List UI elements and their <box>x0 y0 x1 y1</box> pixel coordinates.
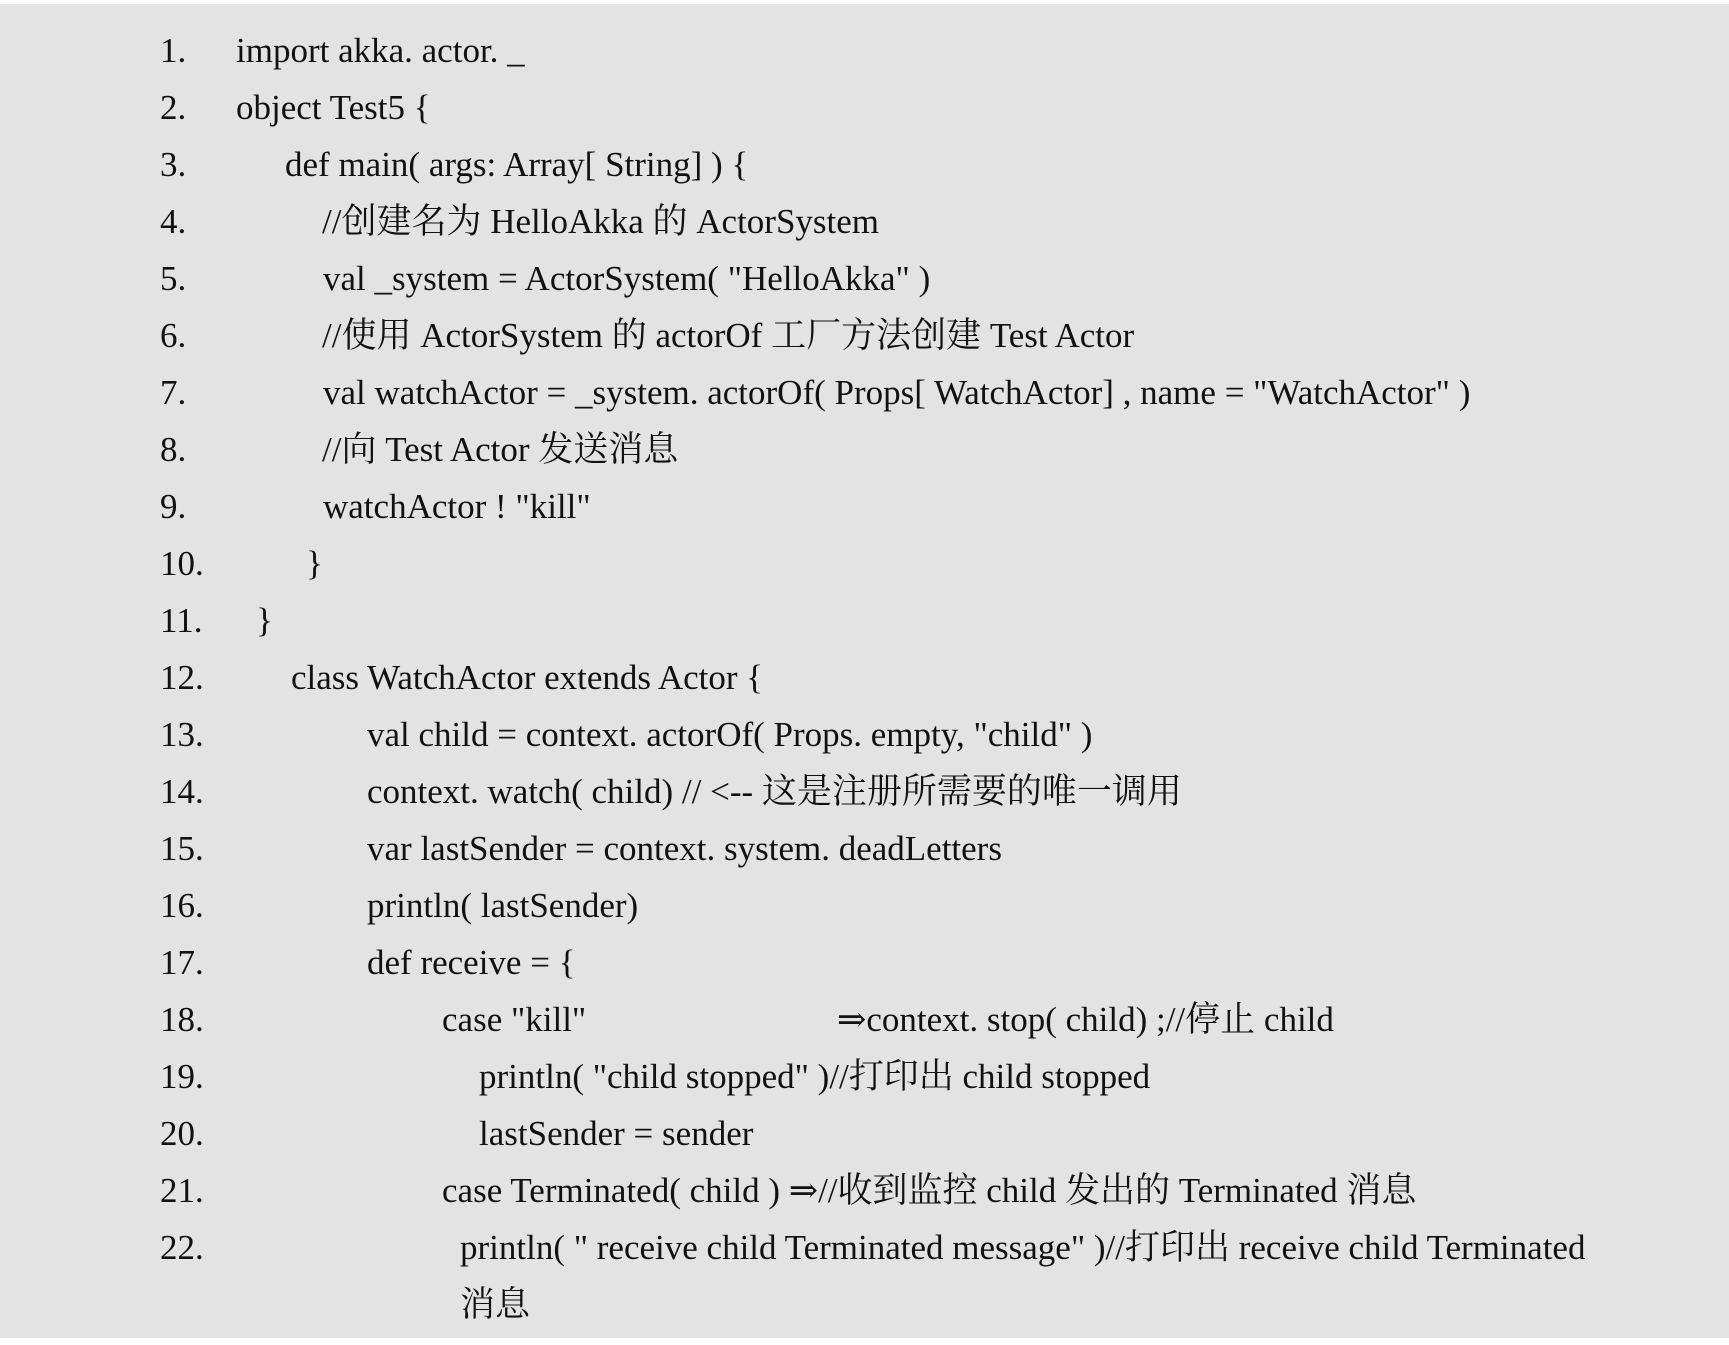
code-text: def receive = { <box>367 943 576 982</box>
code-line <box>0 140 1729 190</box>
code-line <box>0 1109 1729 1159</box>
code-brace: } <box>256 601 273 640</box>
code-text: val _system = ActorSystem( "HelloAkka" ) <box>323 259 931 298</box>
line-number: 14. <box>160 772 204 811</box>
line-number: 18. <box>160 1000 204 1039</box>
code-text: var lastSender = context. system. deadLetters <box>367 829 1002 868</box>
code-text: context. watch( child) // <-- 这是注册所需要的唯一调用 <box>367 772 1182 811</box>
code-line <box>0 881 1729 931</box>
code-text: println( " receive child Terminated message" )//打印出 receive child Terminated <box>460 1228 1586 1267</box>
code-line <box>0 254 1729 304</box>
code-text: class WatchActor extends Actor { <box>291 658 764 697</box>
line-number: 13. <box>160 715 204 754</box>
code-text-right: ⇒context. stop( child) ;//停止 child <box>837 1000 1334 1039</box>
line-number: 22. <box>160 1228 204 1267</box>
code-text: import akka. actor. _ <box>236 31 525 70</box>
code-line <box>0 938 1729 988</box>
line-number: 9. <box>160 487 187 526</box>
code-line <box>0 539 1729 589</box>
code-line <box>0 425 1729 475</box>
code-line <box>0 710 1729 760</box>
line-number: 21. <box>160 1171 204 1210</box>
code-text: println( "child stopped" )//打印出 child stopped <box>479 1057 1151 1096</box>
code-line <box>0 197 1729 247</box>
code-line <box>0 1052 1729 1102</box>
line-number: 5. <box>160 259 187 298</box>
code-listing <box>0 4 1729 1338</box>
code-line-wrap <box>0 1280 1729 1330</box>
code-text-continuation: 消息 <box>460 1285 531 1324</box>
code-brace: } <box>306 544 323 583</box>
code-line <box>0 482 1729 532</box>
code-line <box>0 995 1729 1045</box>
code-text: watchActor ! "kill" <box>323 487 591 526</box>
code-line <box>0 1223 1729 1273</box>
code-line <box>0 311 1729 361</box>
line-number: 1. <box>160 31 187 70</box>
code-line <box>0 26 1729 76</box>
line-number: 12. <box>160 658 204 697</box>
code-text: lastSender = sender <box>479 1114 754 1153</box>
code-line <box>0 1166 1729 1216</box>
code-comment: //使用 ActorSystem 的 actorOf 工厂方法创建 Test Actor <box>322 316 1135 355</box>
code-line <box>0 824 1729 874</box>
line-number: 7. <box>160 373 187 412</box>
line-number: 10. <box>160 544 204 583</box>
line-number: 8. <box>160 430 187 469</box>
line-number: 19. <box>160 1057 204 1096</box>
line-number: 16. <box>160 886 204 925</box>
code-text: case "kill" <box>442 1000 587 1039</box>
line-number: 17. <box>160 943 204 982</box>
code-text: case Terminated( child ) ⇒//收到监控 child 发出的 Terminated 消息 <box>442 1171 1417 1210</box>
code-comment: //创建名为 HelloAkka 的 ActorSystem <box>322 202 880 241</box>
code-comment: //向 Test Actor 发送消息 <box>322 430 679 469</box>
code-line <box>0 83 1729 133</box>
line-number: 2. <box>160 88 187 127</box>
line-number: 6. <box>160 316 187 355</box>
line-number: 20. <box>160 1114 204 1153</box>
code-text: val child = context. actorOf( Props. empty, "child" ) <box>367 715 1093 754</box>
code-line <box>0 368 1729 418</box>
code-line <box>0 653 1729 703</box>
code-text: println( lastSender) <box>367 886 639 925</box>
line-number: 3. <box>160 145 187 184</box>
code-text: val watchActor = _system. actorOf( Props[ WatchActor] , name = "WatchActor" ) <box>323 373 1471 412</box>
code-text: def main( args: Array[ String] ) { <box>285 145 749 184</box>
code-line <box>0 596 1729 646</box>
line-number: 11. <box>160 601 203 640</box>
code-line <box>0 767 1729 817</box>
code-text: object Test5 { <box>236 88 431 127</box>
line-number: 15. <box>160 829 204 868</box>
line-number: 4. <box>160 202 187 241</box>
